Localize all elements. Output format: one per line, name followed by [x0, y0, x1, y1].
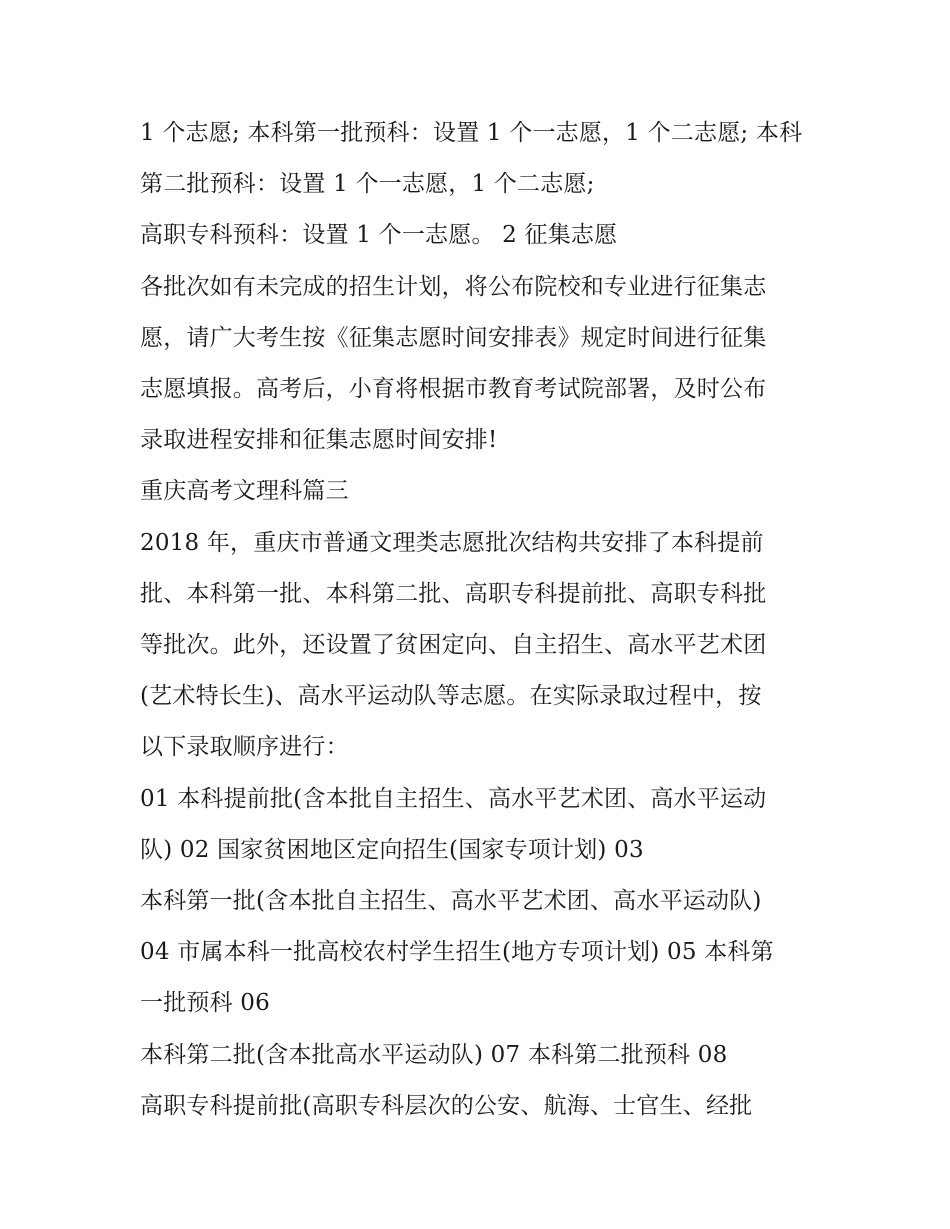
section-heading: 重庆高考文理科篇三: [140, 478, 349, 505]
text-line: 志愿填报。高考后，小育将根据市教育考试院部署，及时公布: [140, 376, 767, 403]
text-line: 2018 年，重庆市普通文理类志愿批次结构共安排了本科提前: [140, 529, 764, 556]
text-line: 以下录取顺序进行：: [140, 734, 349, 761]
text-line: (艺术特长生)、高水平运动队等志愿。在实际录取过程中，按: [140, 683, 762, 710]
text-line: 各批次如有未完成的招生计划，将公布院校和专业进行征集志: [140, 273, 767, 300]
text-line: 01 本科提前批(含本批自主招生、高水平艺术团、高水平运动: [140, 785, 767, 812]
document-body: [140, 108, 820, 1132]
text-line: 高职专科预科：设置 1 个一志愿。 2 征集志愿: [140, 222, 618, 249]
text-line: 队) 02 国家贫困地区定向招生(国家专项计划) 03: [140, 836, 644, 863]
text-line: 1 个志愿; 本科第一批预科：设置 1 个一志愿，1 个二志愿; 本科: [140, 120, 803, 146]
text-line: 04 市属本科一批高校农村学生招生(地方专项计划) 05 本科第: [140, 939, 774, 966]
text-line: 高职专科提前批(高职专科层次的公安、航海、士官生、经批: [140, 1092, 753, 1119]
text-line: 录取进程安排和征集志愿时间安排!: [140, 427, 498, 454]
text-line: 批、本科第一批、本科第二批、高职专科提前批、高职专科批: [140, 580, 767, 607]
text-line: 第二批预科：设置 1 个一志愿，1 个二志愿;: [140, 171, 595, 198]
text-line: 愿，请广大考生按《征集志愿时间安排表》规定时间进行征集: [140, 324, 767, 351]
text-line: 本科第二批(含本批高水平运动队) 07 本科第二批预科 08: [140, 1041, 728, 1068]
text-line: 本科第一批(含本批自主招生、高水平艺术团、高水平运动队): [140, 888, 762, 915]
text-line: 一批预科 06: [140, 990, 270, 1017]
text-line: 等批次。此外，还设置了贫困定向、自主招生、高水平艺术团: [140, 632, 767, 659]
